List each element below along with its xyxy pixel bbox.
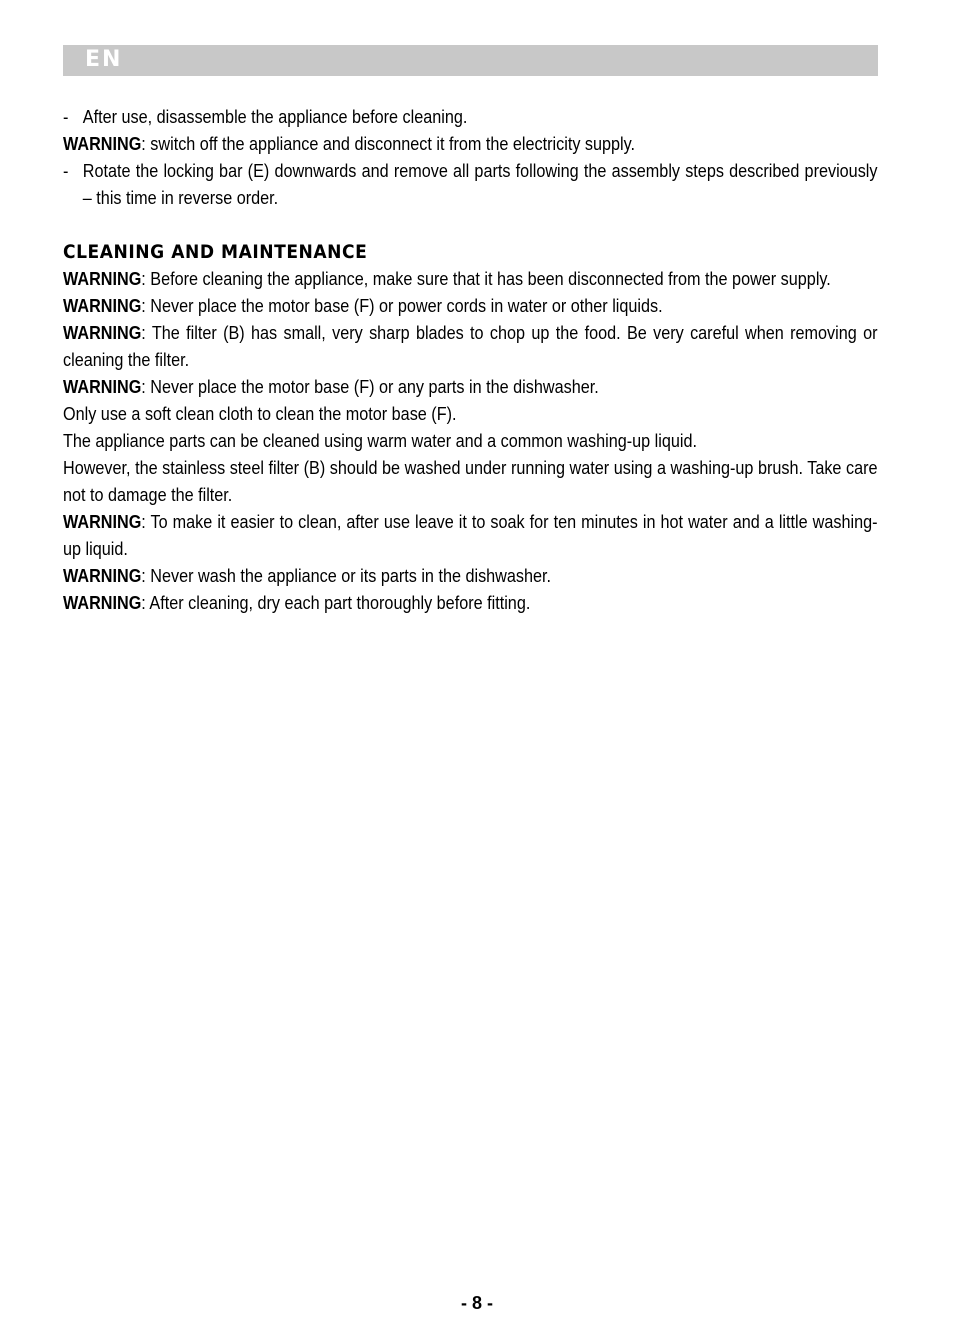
warning-paragraph	[63, 563, 878, 590]
warning-text: : Never wash the appliance or its parts in the dishwasher.	[141, 566, 552, 586]
warning-text: : After cleaning, dry each part thoroughly before fitting.	[141, 593, 531, 613]
bullet-dash: -	[63, 161, 69, 181]
warning-paragraph	[63, 509, 878, 563]
warning-label: WARNING	[63, 134, 142, 154]
warning-label: WARNING	[63, 269, 142, 289]
body-paragraph: The appliance parts can be cleaned using warm water and a common washing-up liquid.	[63, 431, 697, 451]
warning-label: WARNING	[63, 323, 142, 343]
warning-paragraph	[63, 266, 878, 293]
bullet-text: After use, disassemble the appliance before cleaning.	[82, 107, 468, 127]
warning-text: : Never place the motor base (F) or power cords in water or other liquids.	[141, 296, 663, 316]
body-paragraph: However, the stainless steel filter (B) should be washed under running water using a washing-up brush. Take care not to damage the filter.	[63, 458, 878, 505]
language-label: EN	[85, 47, 123, 72]
warning-text: : Before cleaning the appliance, make sure that it has been disconnected from the power supply.	[141, 269, 831, 289]
section-heading: CLEANING AND MAINTENANCE	[63, 241, 368, 263]
warning-label: WARNING	[63, 377, 142, 397]
warning-text: : switch off the appliance and disconnect it from the electricity supply.	[141, 134, 636, 154]
warning-label: WARNING	[63, 512, 142, 532]
warning-label: WARNING	[63, 296, 142, 316]
warning-paragraph	[63, 293, 878, 320]
warning-label: WARNING	[63, 593, 142, 613]
body-paragraph: Only use a soft clean cloth to clean the motor base (F).	[63, 404, 457, 424]
page-number: - 8 -	[460, 1293, 493, 1313]
bullet-text: Rotate the locking bar (E) downwards and remove all parts following the assembly steps described previously – this time in reverse order.	[82, 161, 878, 208]
warning-label: WARNING	[63, 566, 142, 586]
warning-text: : To make it easier to clean, after use leave it to soak for ten minutes in hot water and a little washing-up liquid.	[63, 512, 878, 559]
warning-paragraph	[63, 131, 878, 158]
warning-text: : The filter (B) has small, very sharp blades to chop up the food. Be very careful when removing or cleaning the filter.	[63, 323, 878, 370]
language-header-bar	[63, 45, 878, 76]
bullet-item	[63, 158, 878, 212]
bullet-item	[63, 104, 878, 131]
bullet-dash: -	[63, 107, 69, 127]
warning-paragraph	[63, 374, 878, 401]
warning-text: : Never place the motor base (F) or any parts in the dishwasher.	[141, 377, 599, 397]
warning-paragraph	[63, 590, 878, 617]
warning-paragraph	[63, 320, 878, 374]
manual-content	[63, 104, 878, 617]
